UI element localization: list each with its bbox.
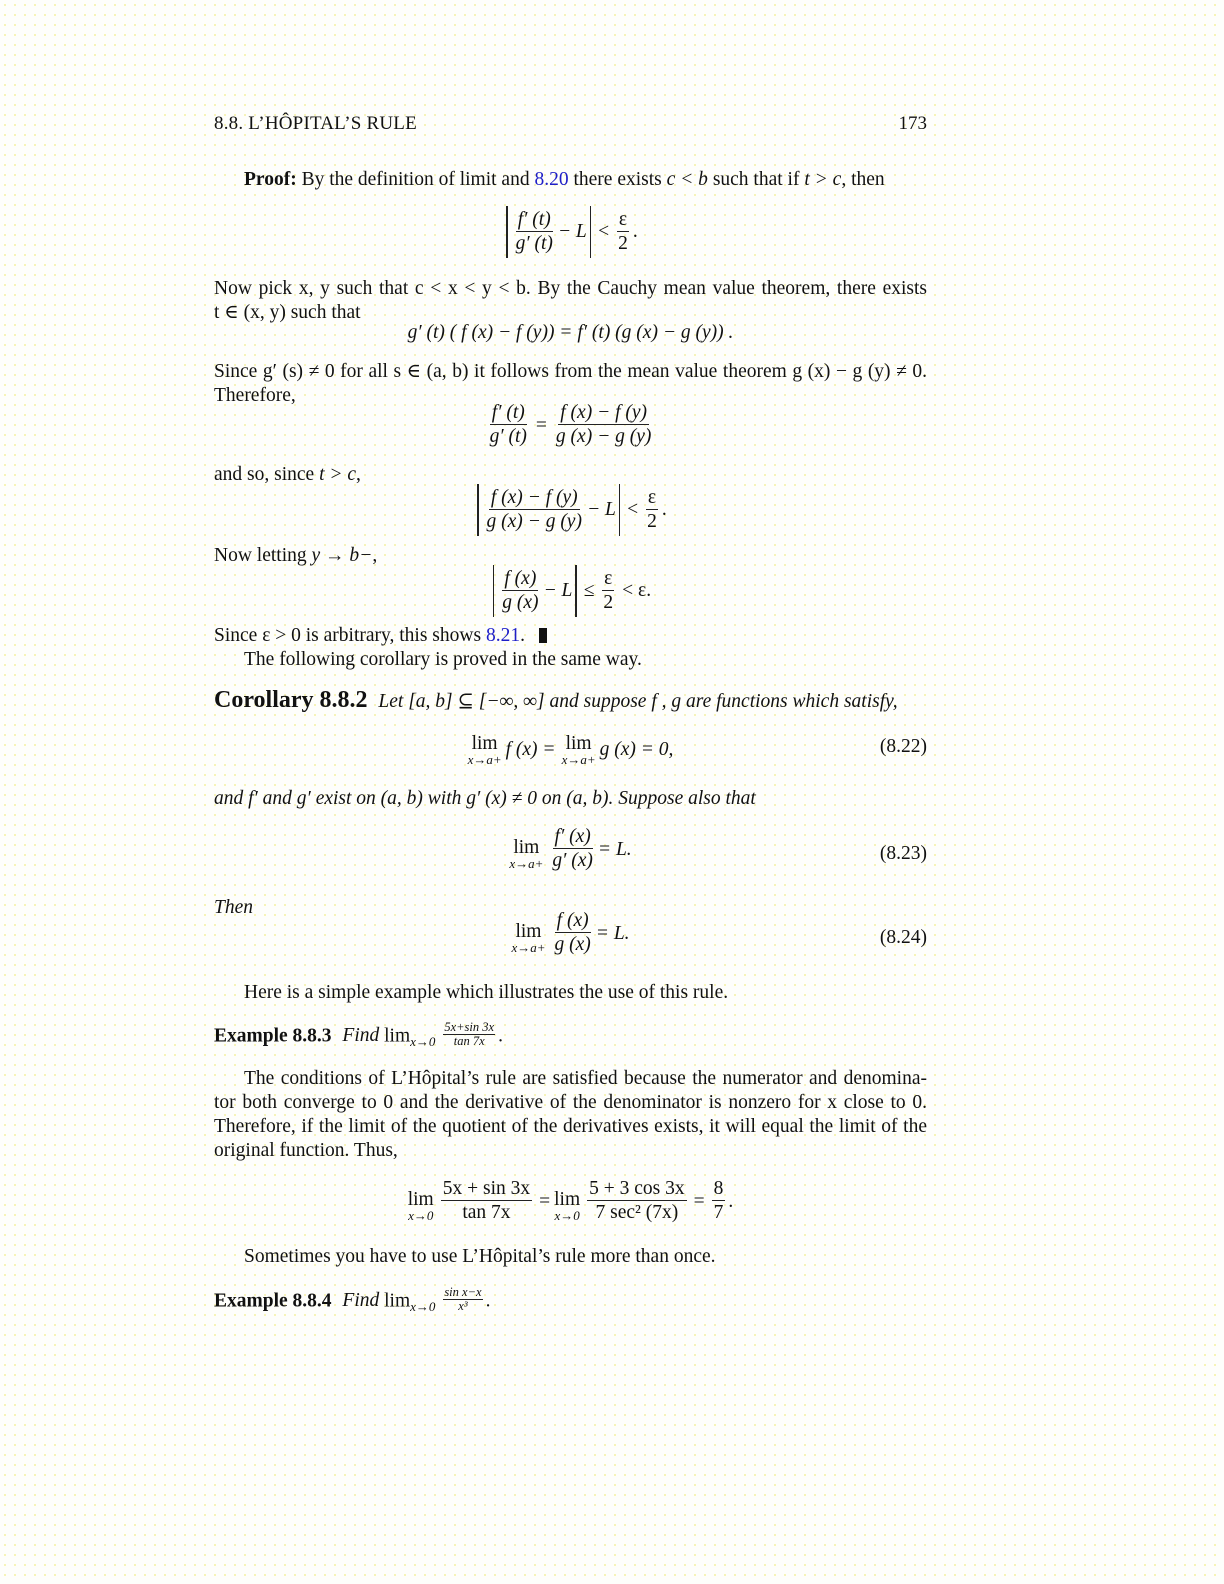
abs-bar [493, 565, 494, 617]
text: Since ε > 0 is arbitrary, this shows [214, 625, 486, 646]
limit-operator [554, 1190, 580, 1222]
math: < [598, 221, 610, 242]
denominator: 7 [713, 1202, 724, 1223]
math: y → b− [311, 545, 373, 566]
proof-line-3: t ∈ (x, y) such that [214, 302, 361, 323]
equation-number-8-23: (8.23) [879, 843, 927, 864]
numerator: 5 + 3 cos 3x [589, 1178, 685, 1199]
example-8-8-3-heading [214, 1020, 503, 1051]
paragraph-line: Therefore, if the limit of the quotient of the derivatives exists, it will equal the limit of the [214, 1116, 927, 1137]
numerator: ε [618, 208, 628, 230]
equation-number-8-24: (8.24) [879, 927, 927, 948]
numerator: f′ (t) [517, 208, 551, 230]
limit-operator [408, 1190, 434, 1222]
text: Since g′ (s) ≠ 0 for all s ∈ (a, b) it follows from the mean value theorem g (x) − g (y) ≠ 0. [214, 361, 927, 382]
lim: lim [554, 1188, 581, 1210]
denominator: g (x) − g (y) [555, 426, 652, 447]
math: c < b [666, 169, 708, 190]
text: , [372, 545, 378, 566]
denominator: g (x) [502, 591, 539, 613]
text: Now pick x, y such that c < x < y < b. By the Cauchy mean value theorem, there exists [214, 278, 927, 299]
text: . [498, 1025, 503, 1047]
limit-operator [562, 734, 596, 766]
math: t > c [319, 464, 357, 485]
paragraph-line: The conditions of L’Hôpital’s rule are satisfied because the numerator and denomina- [244, 1068, 927, 1089]
denominator: 2 [603, 591, 614, 613]
numerator: ε [647, 486, 657, 508]
running-header: 8.8. L’HÔPITAL’S RULE [214, 113, 417, 134]
math: − L [586, 499, 616, 520]
math: < [627, 499, 639, 520]
limit-operator [509, 838, 543, 870]
proof-line-2 [214, 277, 927, 301]
abs-bar [477, 484, 478, 536]
equation-example-result [214, 1178, 927, 1225]
numerator: 8 [713, 1178, 724, 1199]
math: . [661, 499, 667, 520]
denominator: 2 [618, 232, 628, 254]
text: By the definition of limit and [296, 169, 535, 190]
fraction [645, 487, 659, 534]
text: , [356, 464, 361, 485]
fraction [441, 1178, 532, 1225]
abs-bar [575, 565, 576, 617]
equation-abs-f-over-g [214, 565, 927, 617]
math: = L. [595, 922, 630, 944]
ref-link-8-21[interactable]: 8.21 [485, 625, 521, 646]
numerator: f (x) − f (y) [490, 486, 578, 508]
denominator: g′ (x) [552, 850, 593, 871]
limit-subscript: x→0 [410, 1034, 436, 1050]
equation-8-24 [214, 910, 927, 957]
example-title: Example 8.8.3 [214, 1025, 332, 1047]
math: g (x) = 0, [599, 739, 674, 760]
text: . [520, 625, 525, 646]
limit-operator [468, 734, 502, 766]
corollary-line-2: and f′ and g′ exist on (a, b) with g′ (x) ≠ 0 on (a, b). Suppose also that [214, 788, 756, 809]
math: = L. [597, 838, 632, 860]
inline-fraction [443, 1020, 495, 1048]
lim: lim [471, 733, 498, 754]
inline-fraction [443, 1285, 482, 1313]
text: and so, since [214, 464, 320, 485]
proof-line-1 [214, 168, 885, 192]
example-8-8-4-heading [214, 1285, 491, 1316]
abs-bar [506, 206, 507, 258]
fraction [587, 1178, 687, 1225]
fraction [712, 1178, 726, 1225]
math: < ε. [622, 580, 652, 601]
text: there exists [568, 169, 667, 190]
denominator: x³ [458, 1299, 468, 1313]
corollary-statement: Let [a, b] ⊆ [−∞, ∞] and suppose f , g are functions which satisfy, [378, 691, 898, 712]
math: ≤ [583, 580, 595, 601]
math: − L [557, 221, 587, 242]
abs-bar [619, 484, 620, 536]
equation-ratio-equality [214, 402, 927, 449]
equation-8-23 [214, 826, 927, 873]
denominator: g′ (t) [489, 426, 527, 447]
fraction [616, 209, 630, 256]
proof-label: Proof: [244, 169, 297, 190]
numerator: ε [604, 567, 613, 589]
denominator: 7 sec² (7x) [595, 1202, 679, 1223]
math: = [535, 414, 547, 436]
qed-square-icon [539, 628, 547, 643]
math: f (x) = [505, 739, 556, 760]
numerator: f (x) − f (y) [560, 402, 648, 423]
text: . [485, 1290, 491, 1312]
denominator: g (x) [554, 934, 591, 955]
limit-subscript: x→0 [554, 1207, 580, 1223]
proof-line-4 [214, 360, 927, 384]
equation-abs-fprime-over-gprime [214, 206, 927, 258]
fraction [514, 209, 555, 256]
proof-line-5: Therefore, [214, 385, 296, 406]
text: Now letting [214, 545, 312, 566]
example-intro: Here is a simple example which illustrates the use of this rule. [244, 982, 729, 1003]
math: . [728, 1190, 734, 1212]
equation-abs-difference-ratio [214, 484, 927, 536]
lim: lim [407, 1188, 434, 1210]
paragraph-line: tor both converge to 0 and the derivative of the denominator is nonzero for x close to 0. [214, 1092, 927, 1113]
limit-operator [511, 922, 545, 954]
fraction [554, 402, 653, 449]
fraction [488, 402, 529, 449]
math: = [539, 1190, 551, 1212]
ref-link-8-20[interactable]: 8.20 [534, 169, 569, 190]
limit-subscript: x→a+ [509, 855, 544, 871]
page-number: 173 [898, 113, 927, 134]
limit-subscript: x→0 [408, 1207, 434, 1223]
denominator: g′ (t) [515, 232, 553, 254]
equation-number-8-22: (8.22) [879, 736, 927, 757]
numerator: 5x+sin 3x [444, 1020, 495, 1034]
numerator: f (x) [556, 910, 589, 931]
text: , then [841, 169, 885, 190]
fraction [601, 568, 615, 615]
proof-line-9: The following corollary is proved in the same way. [244, 649, 642, 670]
lim: lim [384, 1025, 411, 1047]
limit-subscript: x→a+ [511, 939, 546, 955]
equation-cauchy: g′ (t) ( f (x) − f (y)) = f′ (t) (g (x) − g (y)) . [407, 322, 734, 343]
paragraph-line: original function. Thus, [214, 1140, 398, 1161]
numerator: 5x + sin 3x [442, 1178, 531, 1199]
lim: lim [513, 836, 540, 858]
corollary-then: Then [214, 897, 253, 918]
lim: lim [384, 1290, 411, 1312]
fraction [485, 487, 584, 534]
limit-subscript: x→a+ [561, 752, 596, 767]
math: . [632, 221, 638, 242]
text: Find [342, 1290, 380, 1312]
numerator: sin x−x [444, 1285, 482, 1299]
numerator: f′ (x) [554, 826, 591, 847]
math: t > c [804, 169, 842, 190]
corollary-title: Corollary 8.8.2 [214, 687, 368, 713]
denominator: tan 7x [462, 1202, 511, 1223]
fraction [550, 826, 595, 873]
fraction [553, 910, 593, 957]
text: Find [342, 1025, 380, 1047]
denominator: tan 7x [453, 1034, 485, 1048]
sometimes-text: Sometimes you have to use L’Hôpital’s rule more than once. [244, 1246, 716, 1267]
lim: lim [565, 733, 592, 754]
example-title: Example 8.8.4 [214, 1290, 332, 1312]
math: = [693, 1190, 705, 1212]
abs-bar [590, 206, 591, 258]
denominator: 2 [647, 510, 657, 532]
math: − L [543, 580, 573, 601]
explanation-paragraph [214, 1067, 927, 1163]
corollary-heading [214, 688, 898, 714]
limit-subscript: x→0 [410, 1299, 436, 1315]
fraction [500, 568, 540, 615]
denominator: g (x) − g (y) [486, 510, 582, 532]
lim: lim [515, 920, 542, 942]
proof-line-8 [214, 624, 547, 648]
equation-8-22 [214, 734, 927, 766]
numerator: f′ (t) [491, 402, 525, 423]
text: such that if [707, 169, 805, 190]
limit-subscript: x→a+ [467, 752, 502, 767]
numerator: f (x) [504, 567, 537, 589]
